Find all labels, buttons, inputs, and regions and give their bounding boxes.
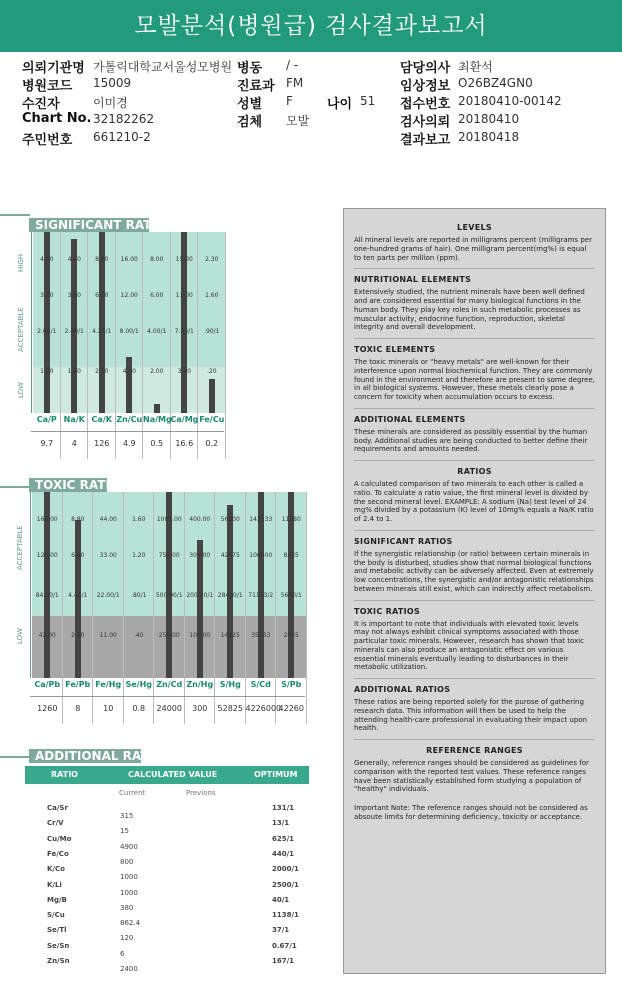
tick-label: 4.00/1 xyxy=(147,328,167,335)
category-label: Fe/Cu xyxy=(199,415,225,424)
ratio-current: 380 xyxy=(120,903,134,912)
tick-label: 56900 xyxy=(220,516,240,523)
ratio-current: 1000 xyxy=(120,888,138,897)
category-label: Zn/Hg xyxy=(186,680,214,689)
tick-label: 142133 xyxy=(249,516,273,523)
column-divider xyxy=(60,232,61,459)
category-label: Se/Hg xyxy=(125,680,153,689)
column-divider xyxy=(62,492,63,724)
category-label: S/Hg xyxy=(219,680,241,689)
info-value: 20180418 xyxy=(458,130,520,144)
value-label: 0.2 xyxy=(205,439,219,448)
value-label: 9.7 xyxy=(40,439,54,448)
info-label: 검체 xyxy=(237,115,263,130)
info-value: 661210-2 xyxy=(93,130,151,144)
tick-label: 12.00 xyxy=(120,292,138,299)
category-label: S/Pb xyxy=(281,680,302,689)
info-label: 결과보고 xyxy=(400,133,451,148)
ratio-current: 6 xyxy=(120,949,125,958)
tick-label: 2.30 xyxy=(205,256,219,263)
report-title: 모발분석(병원급) 검사결과보고서 xyxy=(0,0,622,52)
value-label: 0.5 xyxy=(150,439,164,448)
col-current: Current xyxy=(119,789,146,797)
value-label: 126 xyxy=(94,439,110,448)
ratio-optimum: 0.67/1 xyxy=(272,941,297,950)
tick-label: 22.00/1 xyxy=(96,592,120,599)
reference-ranges-text: Generally, reference ranges should be considered as guidelines for comparison with the reported test values. These reference ranges have been statistically established form studying a population of "healthy" individuals. xyxy=(354,759,589,794)
value-label: 24000 xyxy=(156,704,182,713)
zone-label-high: HIGH xyxy=(17,253,25,272)
column-divider xyxy=(214,492,215,724)
toxic-ratios-heading: TOXIC RATIOS xyxy=(354,606,421,616)
tick-label: 84.00/1 xyxy=(35,592,59,599)
tick-label: 3.60 xyxy=(67,292,81,299)
tick-label: 44.00 xyxy=(99,516,117,523)
tick-label: 6.20 xyxy=(95,292,109,299)
tick-label: 126.00 xyxy=(36,552,58,559)
tick-label: 2.60/1 xyxy=(37,328,57,335)
bar-fe-cu xyxy=(209,379,215,413)
levels-text: All mineral levels are reported in milligrams percent (milligrams per one-hundred grams of hair). One milligram percent(mg%) is equal to ten parts per million (ppm). xyxy=(354,236,595,269)
tick-label: 11380 xyxy=(281,516,301,523)
tick-label: 11.00 xyxy=(175,292,193,299)
bar-na-mg xyxy=(154,404,160,413)
col-ratio: RATIO xyxy=(51,770,78,779)
ratio-optimum: 440/1 xyxy=(272,849,295,858)
axis-line xyxy=(30,492,31,678)
additional-ratios-header xyxy=(25,766,309,784)
ratio-current: 2400 xyxy=(120,965,138,973)
info-value: 최환석 xyxy=(458,60,493,74)
tick-label: .20 xyxy=(206,368,217,375)
tick-label: 6.60 xyxy=(71,552,85,559)
additional-ratios-title: ADDITIONAL RATIOS xyxy=(29,749,141,763)
column-divider xyxy=(170,232,171,459)
info-value: 가톨릭대학교서울성모병원 xyxy=(93,60,233,74)
axis-line xyxy=(31,232,32,413)
value-label: 4226000 xyxy=(245,704,282,713)
tick-label: 35533 xyxy=(251,632,271,639)
info-label: 의뢰기관명 xyxy=(22,61,85,76)
tick-label: 1.60 xyxy=(205,292,219,299)
category-label: Ca/Pb xyxy=(34,680,61,689)
info-label: 진료과 xyxy=(237,79,275,94)
tick-label: .40 xyxy=(133,632,144,639)
value-label: 4.9 xyxy=(122,439,136,448)
ratio-name: S/Cu xyxy=(47,911,65,920)
tick-label: 2.00 xyxy=(150,368,164,375)
ratio-current: 1000 xyxy=(120,873,138,882)
tick-label: 42675 xyxy=(220,552,240,559)
info-value: 32182262 xyxy=(93,112,155,126)
tick-label: 1.40 xyxy=(67,368,81,375)
significant-ratios-text: If the synergistic relationship (or ratio) between certain minerals in the body is disturbed, studies show that normal biological functions and metabolic activity can be adversely affected. Even at extremely low concentrations, the synergistic and/or antagonistic relationships between minerals still exist, which can indirectly affect metabolism. xyxy=(354,550,595,601)
additional-elements-text: These minerals are considered as possibly essential by the human body. Additional studies are being conducted to better define their requirements and amounts needed. xyxy=(354,428,595,461)
ratio-optimum: 13/1 xyxy=(272,819,290,828)
toxic-elements-heading: TOXIC ELEMENTS xyxy=(354,345,436,354)
value-label: 10 xyxy=(103,704,114,713)
tick-label: .90/1 xyxy=(204,328,220,335)
info-label: 임상정보 xyxy=(400,79,451,94)
tick-label: 15.00 xyxy=(175,256,193,263)
col-optimum: OPTIMUM xyxy=(254,770,298,779)
tick-label: 250.00 xyxy=(158,632,180,639)
reference-ranges-heading: REFERENCE RANGES xyxy=(426,746,523,755)
ratio-name: K/Li xyxy=(47,880,62,889)
additional-elements-heading: ADDITIONAL ELEMENTS xyxy=(354,414,466,424)
category-label: Fe/Pb xyxy=(65,680,91,689)
ratio-name: Fe/Co xyxy=(47,849,69,858)
bar-fe-pb xyxy=(75,520,81,678)
info-label: 나이 xyxy=(327,97,353,112)
category-label: Zn/Cd xyxy=(156,680,183,689)
toxic-ratios-chart xyxy=(16,492,308,724)
info-value: F xyxy=(286,94,293,108)
info-label: 병동 xyxy=(237,61,263,76)
column-divider xyxy=(153,492,154,724)
column-divider xyxy=(123,492,124,724)
value-label: 42260 xyxy=(278,704,304,713)
tick-label: .80/1 xyxy=(131,592,147,599)
ratio-optimum: 625/1 xyxy=(272,834,295,843)
tick-label: 42.00 xyxy=(38,632,56,639)
tick-label: 200.00/1 xyxy=(186,592,214,599)
info-label: 수진자 xyxy=(22,97,60,112)
nutritional-text: Extensively studied, the nutrient minerals have been well defined and are considered essential for many biological functions in the human body. They play key roles in such metabolic processes as muscular activity, endocrine function, reproduction, skeletal integrity and overall development. xyxy=(354,288,595,339)
ratio-current: 120 xyxy=(120,934,134,943)
column-divider xyxy=(92,492,93,724)
zone-label-low: LOW xyxy=(16,627,24,644)
value-label: 52825 xyxy=(217,704,243,713)
tick-label: 8.00/1 xyxy=(119,328,139,335)
bar-zn-hg xyxy=(197,540,203,678)
divider xyxy=(0,486,30,488)
category-label: Ca/Mg xyxy=(170,415,199,424)
tick-label: 2845 xyxy=(283,632,299,639)
divider xyxy=(31,431,224,432)
zone-label-low: LOW xyxy=(17,381,25,398)
col-calculated-value: CALCULATED VALUE xyxy=(128,770,218,779)
info-value: 모발 xyxy=(286,114,310,128)
info-value: FM xyxy=(286,76,304,90)
info-value: O26BZ4GN0 xyxy=(458,76,533,90)
tick-label: 16.00 xyxy=(120,256,138,263)
tick-label: 8.80 xyxy=(71,516,85,523)
ratio-optimum: 167/1 xyxy=(272,957,295,965)
value-label: 1260 xyxy=(37,704,58,713)
tick-label: 33.00 xyxy=(99,552,117,559)
additional-ratios-text: These ratios are being reported solely for the purose of gathering research data. This information will then be used to help the attending health-care professional in evaluating their impact upon health. xyxy=(354,698,595,740)
ratio-name: Se/Tl xyxy=(47,926,67,935)
value-label: 8 xyxy=(75,704,81,713)
tick-label: 28450/1 xyxy=(217,592,243,599)
category-label: Na/Mg xyxy=(143,415,172,424)
ratio-optimum: 2500/1 xyxy=(272,880,299,889)
info-value: 51 xyxy=(360,94,376,108)
info-label: 성별 xyxy=(237,97,263,112)
category-label: Na/K xyxy=(63,415,85,424)
significant-ratios-heading: SIGNIFICANT RATIOS xyxy=(354,536,453,546)
bar-zn-cu xyxy=(126,357,132,413)
info-label: 검사의뢰 xyxy=(400,115,451,130)
tick-label: 400.00 xyxy=(189,516,211,523)
value-label: 300 xyxy=(192,704,208,713)
ratio-current: 315 xyxy=(120,812,134,820)
column-divider xyxy=(87,232,88,459)
info-label: Chart No. xyxy=(22,111,92,126)
toxic-ratios-title: TOXIC RATIOS xyxy=(29,478,107,492)
ratios-heading: RATIOS xyxy=(457,467,492,476)
divider xyxy=(0,214,30,216)
ratio-optimum: 1138/1 xyxy=(272,911,299,920)
value-label: 16.6 xyxy=(175,439,194,448)
col-previous: Previons xyxy=(186,789,216,797)
divider xyxy=(0,756,30,758)
value-label: 0.8 xyxy=(132,704,146,713)
ratio-current: 800 xyxy=(120,857,134,866)
reference-panel xyxy=(343,208,606,974)
nutritional-heading: NUTRITIONAL ELEMENTS xyxy=(354,275,472,285)
info-value: 15009 xyxy=(93,76,132,90)
bar-na-k xyxy=(71,239,77,413)
levels-heading: LEVELS xyxy=(457,223,492,232)
zone-label-acceptable: ACCEPTABLE xyxy=(16,525,24,570)
tick-label: 7.00/1 xyxy=(174,328,194,335)
additional-ratios-heading: ADDITIONAL RATIOS xyxy=(354,685,451,694)
tick-label: 1000.00 xyxy=(156,516,182,523)
significant-ratios-title: SIGNIFICANT RATIOS xyxy=(29,218,149,232)
info-value: 20180410-00142 xyxy=(458,94,562,108)
tick-label: 8535 xyxy=(283,552,299,559)
tick-label: 8.00 xyxy=(150,256,164,263)
divider xyxy=(30,696,305,697)
tick-label: 4.20/1 xyxy=(92,328,112,335)
tick-label: 106600 xyxy=(249,552,273,559)
tick-label: 168.00 xyxy=(36,516,58,523)
column-divider xyxy=(142,232,143,459)
info-label: 주민번호 xyxy=(22,133,73,148)
patient-info xyxy=(0,52,622,156)
ratio-current: 4900 xyxy=(120,842,138,851)
tick-label: 6.00 xyxy=(150,292,164,299)
ratio-name: Mg/B xyxy=(47,895,67,904)
ratio-name: Ca/Sr xyxy=(47,804,68,812)
tick-label: 1.20 xyxy=(132,552,146,559)
ratio-current: 15 xyxy=(120,827,129,836)
tick-label: 11.00 xyxy=(99,632,117,639)
info-value: / - xyxy=(286,58,299,72)
column-divider xyxy=(306,492,307,724)
ratio-name: Cu/Mo xyxy=(47,834,72,843)
info-value: 이미경 xyxy=(93,96,128,110)
ratio-optimum: 37/1 xyxy=(272,926,290,935)
tick-label: 71133/2 xyxy=(248,592,274,599)
tick-label: 4.40 xyxy=(67,256,81,263)
value-label: 4 xyxy=(71,439,77,448)
zone-label-acceptable: ACCEPTABLE xyxy=(17,307,25,352)
ratio-optimum: 131/1 xyxy=(272,804,295,812)
tick-label: 1.20 xyxy=(40,368,54,375)
tick-label: 8.20 xyxy=(95,256,109,263)
ratio-name: Cr/V xyxy=(47,819,64,828)
info-label: 병원코드 xyxy=(22,79,73,94)
column-divider xyxy=(197,232,198,459)
tick-label: 2.20 xyxy=(71,632,85,639)
column-divider xyxy=(275,492,276,724)
ratios-text: A calculated comparison of two minerals to each other is called a ratio. To calculate a ratio value, the first mineral level is divided by the second mineral level. EXAMPLE: A sodium (Na) test level of 24 mg% divided by a potassium (K) level of 10mg% equals a Na/K ratio of 2.4 to 1. xyxy=(354,480,595,531)
info-label: 접수번호 xyxy=(400,97,451,112)
category-label: S/Cd xyxy=(250,680,271,689)
tick-label: 3.20 xyxy=(40,292,54,299)
info-value: 20180410 xyxy=(458,112,520,126)
category-label: Ca/K xyxy=(91,415,112,424)
tick-label: 100.00 xyxy=(189,632,211,639)
ratio-name: Zn/Sn xyxy=(47,957,70,965)
ratio-current: 862.4 xyxy=(120,919,141,928)
tick-label: 500.00/1 xyxy=(155,592,183,599)
ratio-name: Se/Sn xyxy=(47,941,70,950)
toxic-elements-text: The toxic minerals or "heavy metals" are well-known for their interference upon normal biochemical function. They are commonly found in the environment and therefore are present to some degree, in all biological systems. However, these metals clearly pose a concern for toxicity when accumulation occurs to excess. xyxy=(354,358,595,409)
tick-label: 4.00 xyxy=(122,368,136,375)
tick-label: 14225 xyxy=(220,632,240,639)
tick-label: 1.60 xyxy=(132,516,146,523)
ratio-optimum: 2000/1 xyxy=(272,865,299,874)
category-label: Fe/Hg xyxy=(95,680,122,689)
tick-label: 3.00 xyxy=(177,368,191,375)
tick-label: 2.40/1 xyxy=(64,328,84,335)
column-divider xyxy=(245,492,246,724)
column-divider xyxy=(225,232,226,459)
tick-label: 4.40/1 xyxy=(68,592,88,599)
ratio-optimum: 40/1 xyxy=(272,895,290,904)
column-divider xyxy=(115,232,116,459)
ratio-name: K/Co xyxy=(47,865,65,874)
significant-ratios-chart xyxy=(17,232,226,454)
category-label: Zn/Cu xyxy=(116,415,143,424)
toxic-ratios-text: It is important to note that individuals with elevated toxic levels may not always exhibit clinical symptoms associated with those particular toxic minerals. However, research has shown that toxic minerals can also produce an antagonistic effect on various essential minerals eventually leading to disturbances in their metabolic utilization. xyxy=(354,620,595,680)
tick-label: 2.20 xyxy=(95,368,109,375)
tick-label: 4.40 xyxy=(40,256,54,263)
tick-label: 750.00 xyxy=(158,552,180,559)
important-note: Important Note: The reference ranges should not be considered as absoute limits for determining deficiency, toxicity or acceptance. xyxy=(354,804,588,821)
category-label: Ca/P xyxy=(36,415,57,424)
info-label: 담당의사 xyxy=(400,61,451,76)
tick-label: 300.00 xyxy=(189,552,211,559)
column-divider xyxy=(184,492,185,724)
tick-label: 5690/1 xyxy=(280,592,302,599)
